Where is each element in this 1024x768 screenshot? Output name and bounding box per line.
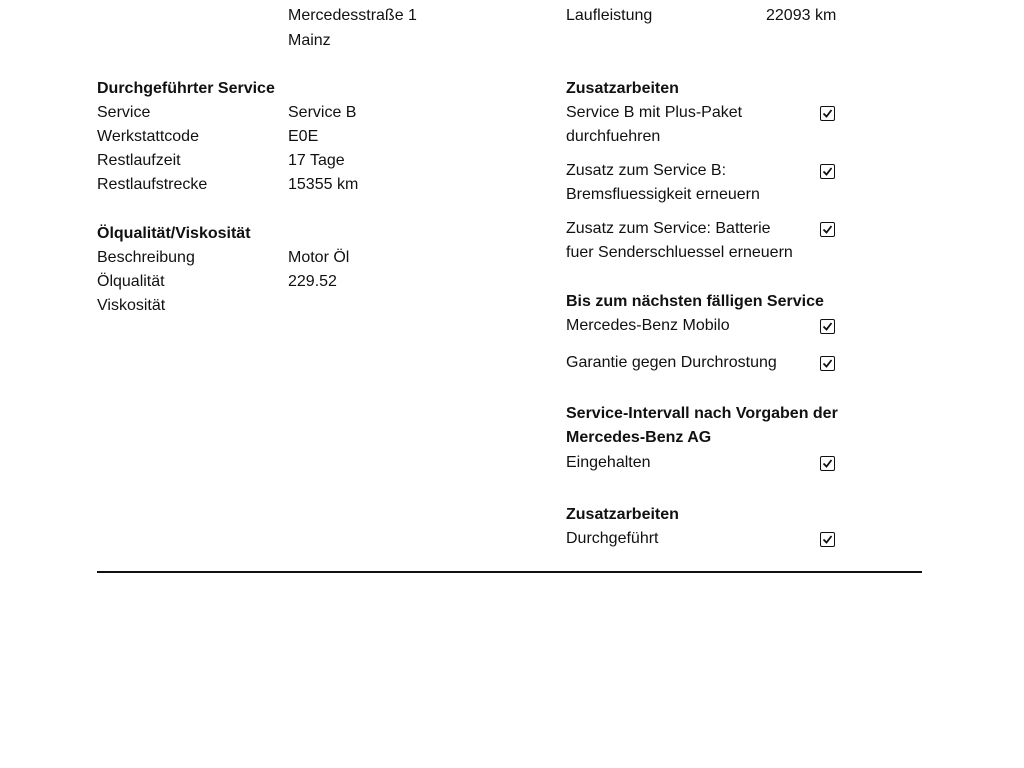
interval-heading-line2: Mercedes-Benz AG bbox=[566, 429, 712, 446]
extra-work-2-item-1-checkbox[interactable] bbox=[820, 532, 835, 547]
service-done-value: Service B bbox=[288, 104, 357, 121]
mileage-value: 22093 km bbox=[766, 7, 837, 24]
workshop-code-value: E0E bbox=[288, 128, 319, 145]
interval-heading-line1: Service-Intervall nach Vorgaben der bbox=[566, 405, 838, 422]
remaining-distance-label: Restlaufstrecke bbox=[97, 176, 208, 193]
service-done-label: Service bbox=[97, 104, 151, 121]
check-icon bbox=[822, 358, 833, 369]
mileage-label: Laufleistung bbox=[566, 7, 653, 24]
section-divider bbox=[97, 571, 922, 573]
extra-work-2-item-1-label: Durchgeführt bbox=[566, 530, 659, 547]
workshop-code-label: Werkstattcode bbox=[97, 128, 199, 145]
extra-work-item-1-line2: durchfuehren bbox=[566, 128, 661, 145]
extra-work-heading: Zusatzarbeiten bbox=[566, 80, 679, 97]
extra-work-item-1-line1: Service B mit Plus-Paket bbox=[566, 104, 743, 121]
oil-quality-value: 229.52 bbox=[288, 273, 337, 290]
oil-description-label: Beschreibung bbox=[97, 249, 195, 266]
oil-description-value: Motor Öl bbox=[288, 249, 350, 266]
address-street: Mercedesstraße 1 bbox=[288, 7, 417, 24]
extra-work-2-heading: Zusatzarbeiten bbox=[566, 506, 679, 523]
oil-heading: Ölqualität/Viskosität bbox=[97, 225, 251, 242]
viscosity-label: Viskosität bbox=[97, 297, 166, 314]
address-city: Mainz bbox=[288, 32, 331, 49]
check-icon bbox=[822, 321, 833, 332]
extra-work-item-3-line2: fuer Senderschluessel erneuern bbox=[566, 244, 793, 261]
extra-work-item-2-line2: Bremsfluessigkeit erneuern bbox=[566, 186, 760, 203]
extra-work-item-3-line1: Zusatz zum Service: Batterie bbox=[566, 220, 771, 237]
interval-item-1-label: Eingehalten bbox=[566, 454, 651, 471]
extra-work-item-1-checkbox[interactable] bbox=[820, 106, 835, 121]
remaining-distance-value: 15355 km bbox=[288, 176, 359, 193]
check-icon bbox=[822, 224, 833, 235]
until-next-item-1-label: Mercedes-Benz Mobilo bbox=[566, 317, 730, 334]
until-next-item-2-checkbox[interactable] bbox=[820, 356, 835, 371]
check-icon bbox=[822, 166, 833, 177]
check-icon bbox=[822, 534, 833, 545]
extra-work-item-3-checkbox[interactable] bbox=[820, 222, 835, 237]
extra-work-item-2-line1: Zusatz zum Service B: bbox=[566, 162, 727, 179]
oil-quality-label: Ölqualität bbox=[97, 273, 165, 290]
service-done-heading: Durchgeführter Service bbox=[97, 80, 275, 97]
interval-item-1-checkbox[interactable] bbox=[820, 456, 835, 471]
remaining-time-label: Restlaufzeit bbox=[97, 152, 181, 169]
remaining-time-value: 17 Tage bbox=[288, 152, 345, 169]
until-next-item-1-checkbox[interactable] bbox=[820, 319, 835, 334]
until-next-heading: Bis zum nächsten fälligen Service bbox=[566, 293, 824, 310]
check-icon bbox=[822, 458, 833, 469]
extra-work-item-2-checkbox[interactable] bbox=[820, 164, 835, 179]
check-icon bbox=[822, 108, 833, 119]
until-next-item-2-label: Garantie gegen Durchrostung bbox=[566, 354, 777, 371]
